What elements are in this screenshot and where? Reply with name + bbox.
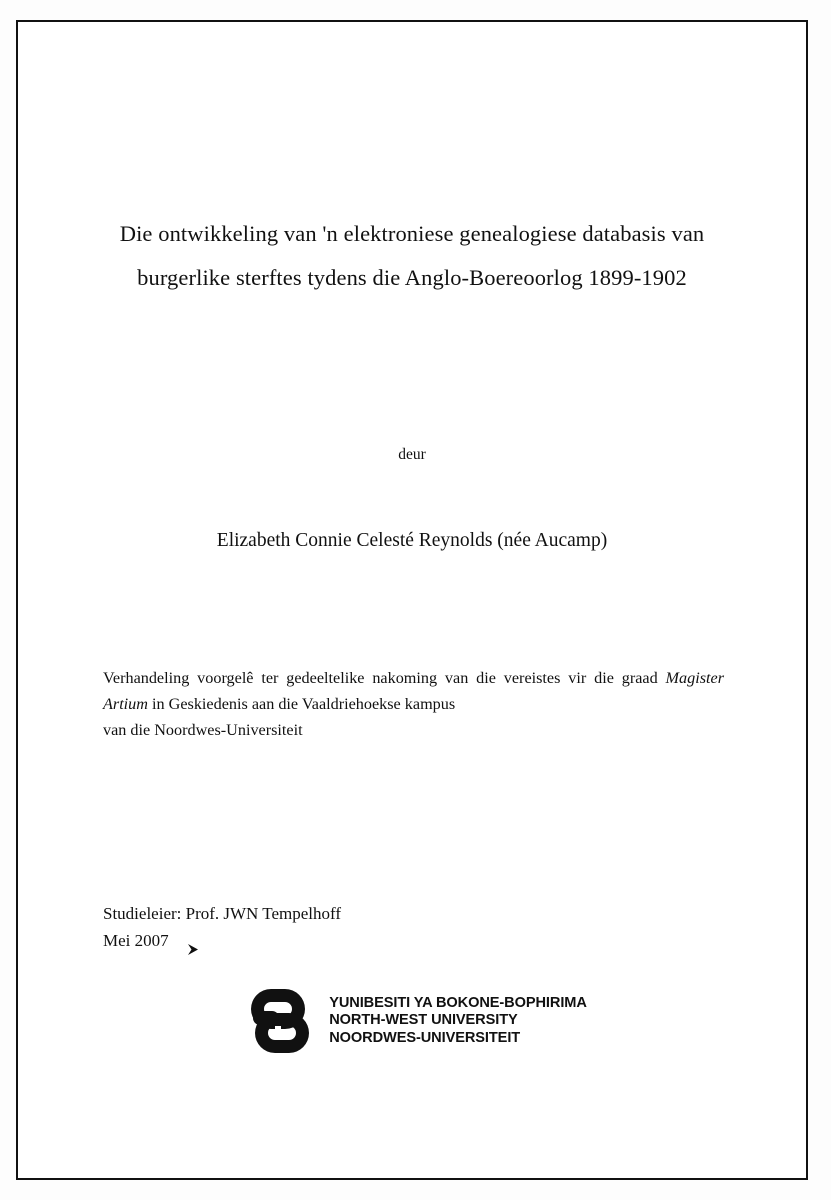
statement-line-1: Verhandeling voorgelê ter gedeeltelike nakoming van die vereistes vir die	[103, 669, 614, 687]
north-west-university-logo-mark-icon	[237, 985, 323, 1057]
supervisor-line: Studieleier: Prof. JWN Tempelhoff	[103, 904, 342, 923]
page-content	[18, 22, 806, 1178]
byline-label: deur	[398, 446, 426, 463]
date-line: Mei 2007	[103, 931, 169, 950]
statement-line-2-pre: graad	[621, 669, 666, 687]
title-line-2: burgerlike sterftes tydens die Anglo-Boereoorlog 1899-1902	[137, 265, 687, 290]
logo-text-line-2: NORTH-WEST UNIVERSITY	[329, 1012, 518, 1029]
statement-line-3: van die Noordwes-Universiteit	[103, 721, 303, 739]
logo-text-line-3: NOORDWES-UNIVERSITEIT	[329, 1029, 521, 1046]
logo-text-line-1: YUNIBESITI YA BOKONE-BOPHIRIMA	[329, 994, 587, 1011]
degree-statement	[103, 665, 724, 743]
supervisor-block	[103, 900, 341, 954]
page-border	[16, 20, 808, 1180]
title-line-1: Die ontwikkeling van 'n elektroniese genealogiese databasis van	[119, 221, 705, 246]
logo-text-block	[329, 995, 587, 1048]
author-name: Elizabeth Connie Celesté Reynolds (née Aucamp)	[216, 530, 608, 551]
statement-line-2-post: in Geskiedenis aan die Vaaldriehoekse kampus	[147, 695, 456, 713]
university-logo	[18, 985, 806, 1057]
degree-name: Magister Artium	[103, 669, 724, 713]
thesis-title	[103, 212, 721, 300]
